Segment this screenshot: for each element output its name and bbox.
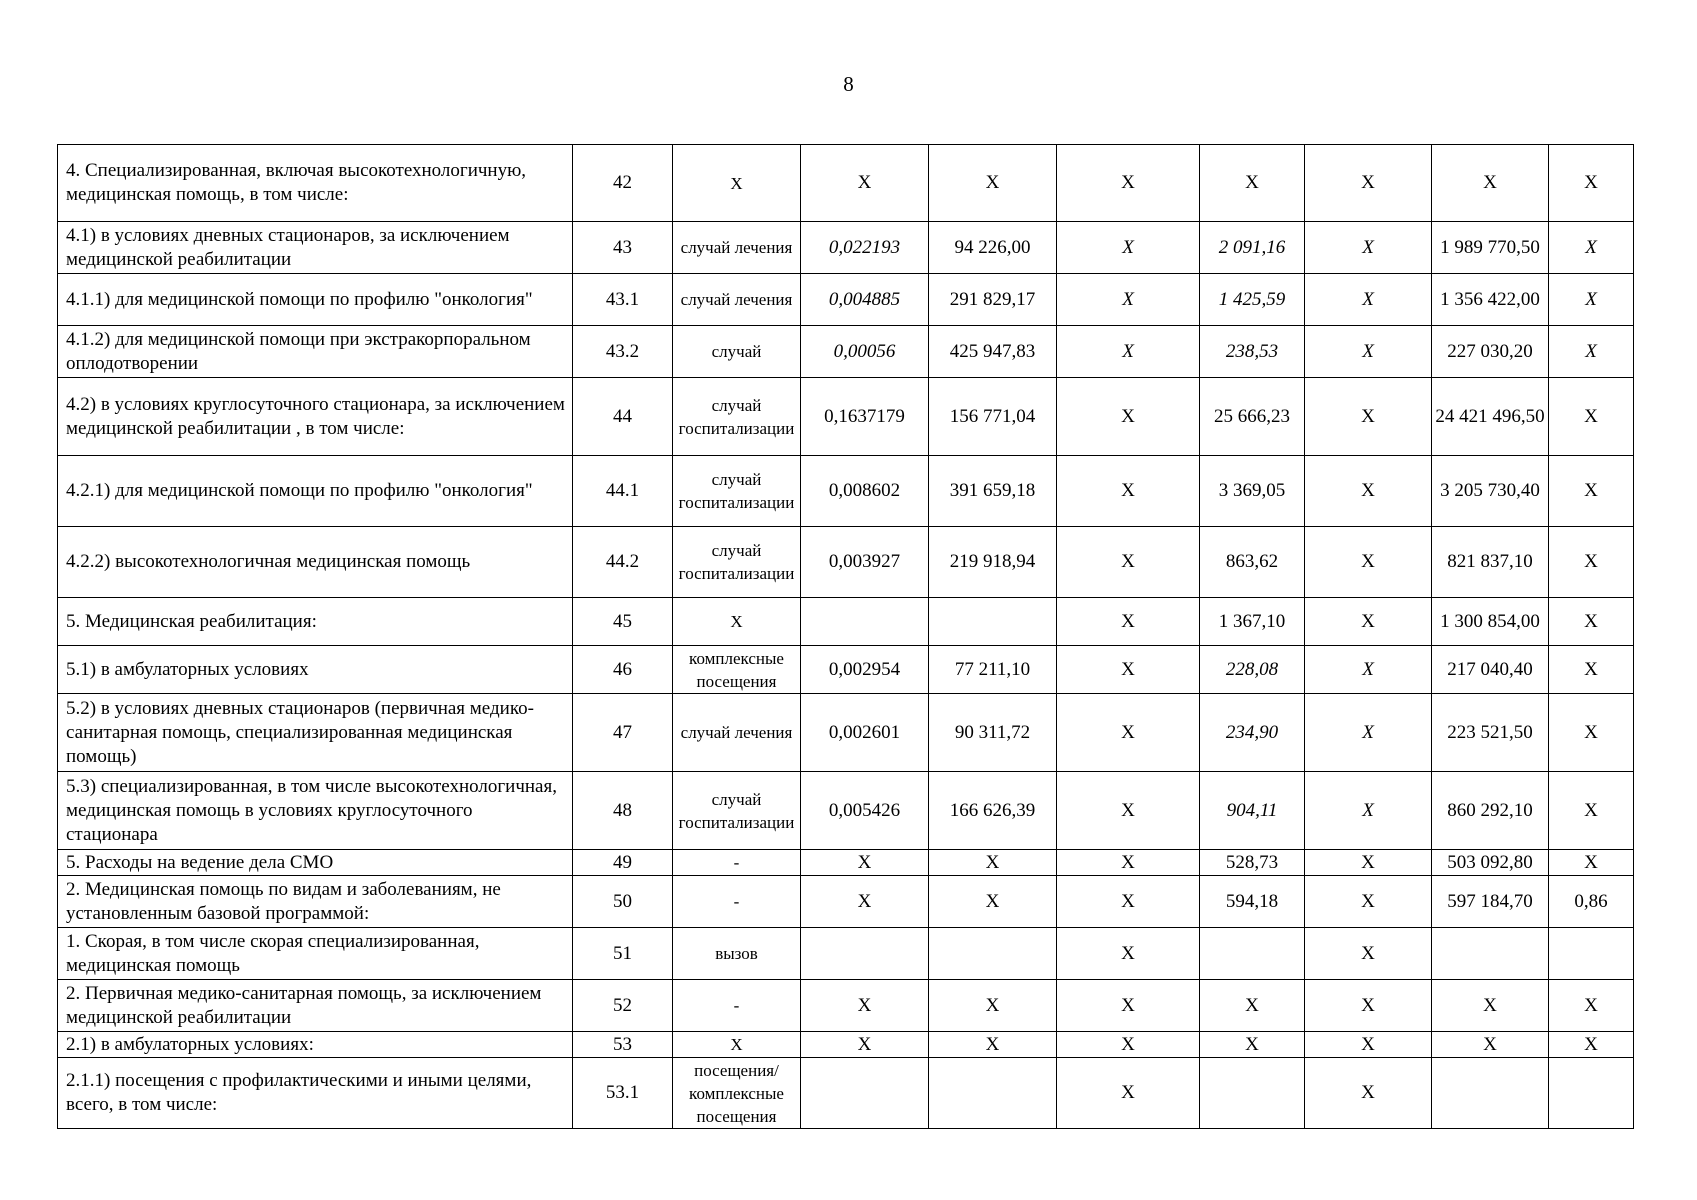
table-row (58, 274, 1634, 326)
col8-cell: X (1305, 928, 1432, 980)
unit-cell: - (673, 876, 801, 928)
cost-norm-cell: X (929, 980, 1057, 1032)
line-number-cell: 44.1 (573, 456, 673, 527)
unit-cell: случай лечения (673, 222, 801, 274)
table-body (58, 145, 1634, 1129)
per-capita-cell: 238,53 (1200, 326, 1305, 378)
per-capita-cell: 1 425,59 (1200, 274, 1305, 326)
col8-cell: X (1305, 145, 1432, 222)
unit-cell: случай лечения (673, 694, 801, 772)
total-cost-cell (1432, 1058, 1549, 1129)
col8-cell: X (1305, 980, 1432, 1032)
total-cost-cell: 503 092,80 (1432, 850, 1549, 876)
per-capita-cell: X (1200, 980, 1305, 1032)
share-cell (1549, 1058, 1634, 1129)
share-cell: X (1549, 850, 1634, 876)
total-cost-cell: 3 205 730,40 (1432, 456, 1549, 527)
per-capita-cell: 1 367,10 (1200, 598, 1305, 646)
per-capita-cell: X (1200, 145, 1305, 222)
col6-cell: X (1057, 772, 1200, 850)
volume-norm-cell: 0,022193 (801, 222, 929, 274)
volume-norm-cell: X (801, 145, 929, 222)
row-name-cell: 4. Специализированная, включая высокотехнологичную, медицинская помощь, в том числе: (58, 145, 573, 222)
per-capita-cell: X (1200, 1032, 1305, 1058)
table-row (58, 222, 1634, 274)
cost-norm-cell: 94 226,00 (929, 222, 1057, 274)
table-row (58, 876, 1634, 928)
total-cost-cell: 24 421 496,50 (1432, 378, 1549, 456)
volume-norm-cell: X (801, 980, 929, 1032)
share-cell: X (1549, 326, 1634, 378)
share-cell: X (1549, 456, 1634, 527)
col8-cell: X (1305, 378, 1432, 456)
line-number-cell: 43.1 (573, 274, 673, 326)
total-cost-cell: 597 184,70 (1432, 876, 1549, 928)
col6-cell: X (1057, 694, 1200, 772)
line-number-cell: 52 (573, 980, 673, 1032)
row-name-cell: 2. Медицинская помощь по видам и заболеваниям, не установленным базовой программой: (58, 876, 573, 928)
cost-norm-cell (929, 598, 1057, 646)
table-row (58, 456, 1634, 527)
share-cell: X (1549, 772, 1634, 850)
line-number-cell: 47 (573, 694, 673, 772)
share-cell (1549, 928, 1634, 980)
volume-norm-cell (801, 598, 929, 646)
total-cost-cell: X (1432, 980, 1549, 1032)
row-name-cell: 2.1) в амбулаторных условиях: (58, 1032, 573, 1058)
row-name-cell: 4.2) в условиях круглосуточного стационара, за исключением медицинской реабилитации , в том числе: (58, 378, 573, 456)
volume-norm-cell: 0,008602 (801, 456, 929, 527)
volume-norm-cell: X (801, 850, 929, 876)
line-number-cell: 53.1 (573, 1058, 673, 1129)
total-cost-cell: X (1432, 145, 1549, 222)
line-number-cell: 50 (573, 876, 673, 928)
line-number-cell: 48 (573, 772, 673, 850)
line-number-cell: 44 (573, 378, 673, 456)
col8-cell: X (1305, 274, 1432, 326)
table-row (58, 1032, 1634, 1058)
row-name-cell: 5. Расходы на ведение дела СМО (58, 850, 573, 876)
line-number-cell: 51 (573, 928, 673, 980)
col8-cell: X (1305, 850, 1432, 876)
col6-cell: X (1057, 1032, 1200, 1058)
volume-norm-cell: 0,00056 (801, 326, 929, 378)
line-number-cell: 45 (573, 598, 673, 646)
col8-cell: X (1305, 222, 1432, 274)
unit-cell: X (673, 145, 801, 222)
unit-cell: - (673, 850, 801, 876)
volume-norm-cell: 0,004885 (801, 274, 929, 326)
row-name-cell: 1. Скорая, в том числе скорая специализированная, медицинская помощь (58, 928, 573, 980)
cost-norm-cell: 291 829,17 (929, 274, 1057, 326)
row-name-cell: 4.1) в условиях дневных стационаров, за исключением медицинской реабилитации (58, 222, 573, 274)
unit-cell: случай госпитализации (673, 527, 801, 598)
cost-norm-cell: 391 659,18 (929, 456, 1057, 527)
share-cell: X (1549, 527, 1634, 598)
row-name-cell: 4.1.2) для медицинской помощи при экстракорпоральном оплодотворении (58, 326, 573, 378)
per-capita-cell: 2 091,16 (1200, 222, 1305, 274)
volume-norm-cell (801, 928, 929, 980)
col8-cell: X (1305, 694, 1432, 772)
share-cell: X (1549, 694, 1634, 772)
total-cost-cell: 1 356 422,00 (1432, 274, 1549, 326)
cost-norm-cell: 156 771,04 (929, 378, 1057, 456)
cost-norm-cell: X (929, 850, 1057, 876)
volume-norm-cell: X (801, 876, 929, 928)
per-capita-cell: 594,18 (1200, 876, 1305, 928)
cost-norm-cell: X (929, 876, 1057, 928)
line-number-cell: 49 (573, 850, 673, 876)
col6-cell: X (1057, 274, 1200, 326)
share-cell: 0,86 (1549, 876, 1634, 928)
cost-norm-cell: 90 311,72 (929, 694, 1057, 772)
financing-table (57, 144, 1634, 1129)
col6-cell: X (1057, 850, 1200, 876)
col6-cell: X (1057, 326, 1200, 378)
table-row (58, 378, 1634, 456)
line-number-cell: 46 (573, 646, 673, 694)
volume-norm-cell: 0,003927 (801, 527, 929, 598)
total-cost-cell (1432, 928, 1549, 980)
per-capita-cell: 904,11 (1200, 772, 1305, 850)
share-cell: X (1549, 598, 1634, 646)
col6-cell: X (1057, 456, 1200, 527)
col8-cell: X (1305, 527, 1432, 598)
cost-norm-cell: X (929, 1032, 1057, 1058)
share-cell: X (1549, 378, 1634, 456)
col6-cell: X (1057, 1058, 1200, 1129)
per-capita-cell: 3 369,05 (1200, 456, 1305, 527)
row-name-cell: 5.1) в амбулаторных условиях (58, 646, 573, 694)
per-capita-cell: 25 666,23 (1200, 378, 1305, 456)
share-cell: X (1549, 646, 1634, 694)
share-cell: X (1549, 145, 1634, 222)
page-number: 8 (843, 72, 854, 96)
row-name-cell: 5.2) в условиях дневных стационаров (первичная медико-санитарная помощь, специализированная медицинская помощь) (58, 694, 573, 772)
volume-norm-cell (801, 1058, 929, 1129)
per-capita-cell: 234,90 (1200, 694, 1305, 772)
table-row (58, 145, 1634, 222)
col8-cell: X (1305, 456, 1432, 527)
row-name-cell: 4.1.1) для медицинской помощи по профилю "онкология" (58, 274, 573, 326)
row-name-cell: 5. Медицинская реабилитация: (58, 598, 573, 646)
row-name-cell: 4.2.2) высокотехнологичная медицинская помощь (58, 527, 573, 598)
total-cost-cell: 1 300 854,00 (1432, 598, 1549, 646)
share-cell: X (1549, 274, 1634, 326)
col8-cell: X (1305, 598, 1432, 646)
per-capita-cell: 228,08 (1200, 646, 1305, 694)
unit-cell: комплексные посещения (673, 646, 801, 694)
table-row (58, 928, 1634, 980)
volume-norm-cell: 0,002954 (801, 646, 929, 694)
unit-cell: случай лечения (673, 274, 801, 326)
col6-cell: X (1057, 527, 1200, 598)
line-number-cell: 53 (573, 1032, 673, 1058)
per-capita-cell: 528,73 (1200, 850, 1305, 876)
volume-norm-cell: 0,1637179 (801, 378, 929, 456)
unit-cell: вызов (673, 928, 801, 980)
col6-cell: X (1057, 378, 1200, 456)
col8-cell: X (1305, 876, 1432, 928)
col8-cell: X (1305, 326, 1432, 378)
unit-cell: X (673, 1032, 801, 1058)
table-row (58, 598, 1634, 646)
line-number-cell: 43.2 (573, 326, 673, 378)
col6-cell: X (1057, 646, 1200, 694)
row-name-cell: 5.3) специализированная, в том числе высокотехнологичная, медицинская помощь в условиях круглосуточного стационара (58, 772, 573, 850)
table-row (58, 694, 1634, 772)
col8-cell: X (1305, 646, 1432, 694)
volume-norm-cell: 0,002601 (801, 694, 929, 772)
unit-cell: случай госпитализации (673, 456, 801, 527)
unit-cell: X (673, 598, 801, 646)
cost-norm-cell (929, 1058, 1057, 1129)
col8-cell: X (1305, 1058, 1432, 1129)
table-row (58, 326, 1634, 378)
col8-cell: X (1305, 772, 1432, 850)
col6-cell: X (1057, 145, 1200, 222)
total-cost-cell: X (1432, 1032, 1549, 1058)
col8-cell: X (1305, 1032, 1432, 1058)
cost-norm-cell: X (929, 145, 1057, 222)
col6-cell: X (1057, 928, 1200, 980)
col6-cell: X (1057, 222, 1200, 274)
table-row (58, 1058, 1634, 1129)
line-number-cell: 43 (573, 222, 673, 274)
cost-norm-cell: 166 626,39 (929, 772, 1057, 850)
table-row (58, 772, 1634, 850)
share-cell: X (1549, 222, 1634, 274)
col6-cell: X (1057, 980, 1200, 1032)
share-cell: X (1549, 980, 1634, 1032)
total-cost-cell: 223 521,50 (1432, 694, 1549, 772)
unit-cell: посещения/комплексные посещения (673, 1058, 801, 1129)
cost-norm-cell: 425 947,83 (929, 326, 1057, 378)
per-capita-cell (1200, 1058, 1305, 1129)
total-cost-cell: 821 837,10 (1432, 527, 1549, 598)
line-number-cell: 42 (573, 145, 673, 222)
total-cost-cell: 860 292,10 (1432, 772, 1549, 850)
table-row (58, 850, 1634, 876)
table-row (58, 980, 1634, 1032)
unit-cell: - (673, 980, 801, 1032)
unit-cell: случай госпитализации (673, 378, 801, 456)
per-capita-cell (1200, 928, 1305, 980)
cost-norm-cell: 219 918,94 (929, 527, 1057, 598)
total-cost-cell: 217 040,40 (1432, 646, 1549, 694)
table-row (58, 646, 1634, 694)
volume-norm-cell: X (801, 1032, 929, 1058)
per-capita-cell: 863,62 (1200, 527, 1305, 598)
col6-cell: X (1057, 598, 1200, 646)
cost-norm-cell (929, 928, 1057, 980)
line-number-cell: 44.2 (573, 527, 673, 598)
row-name-cell: 2. Первичная медико-санитарная помощь, за исключением медицинской реабилитации (58, 980, 573, 1032)
col6-cell: X (1057, 876, 1200, 928)
total-cost-cell: 227 030,20 (1432, 326, 1549, 378)
table-row (58, 527, 1634, 598)
share-cell: X (1549, 1032, 1634, 1058)
unit-cell: случай госпитализации (673, 772, 801, 850)
row-name-cell: 2.1.1) посещения с профилактическими и иными целями, всего, в том числе: (58, 1058, 573, 1129)
volume-norm-cell: 0,005426 (801, 772, 929, 850)
total-cost-cell: 1 989 770,50 (1432, 222, 1549, 274)
cost-norm-cell: 77 211,10 (929, 646, 1057, 694)
row-name-cell: 4.2.1) для медицинской помощи по профилю "онкология" (58, 456, 573, 527)
unit-cell: случай (673, 326, 801, 378)
